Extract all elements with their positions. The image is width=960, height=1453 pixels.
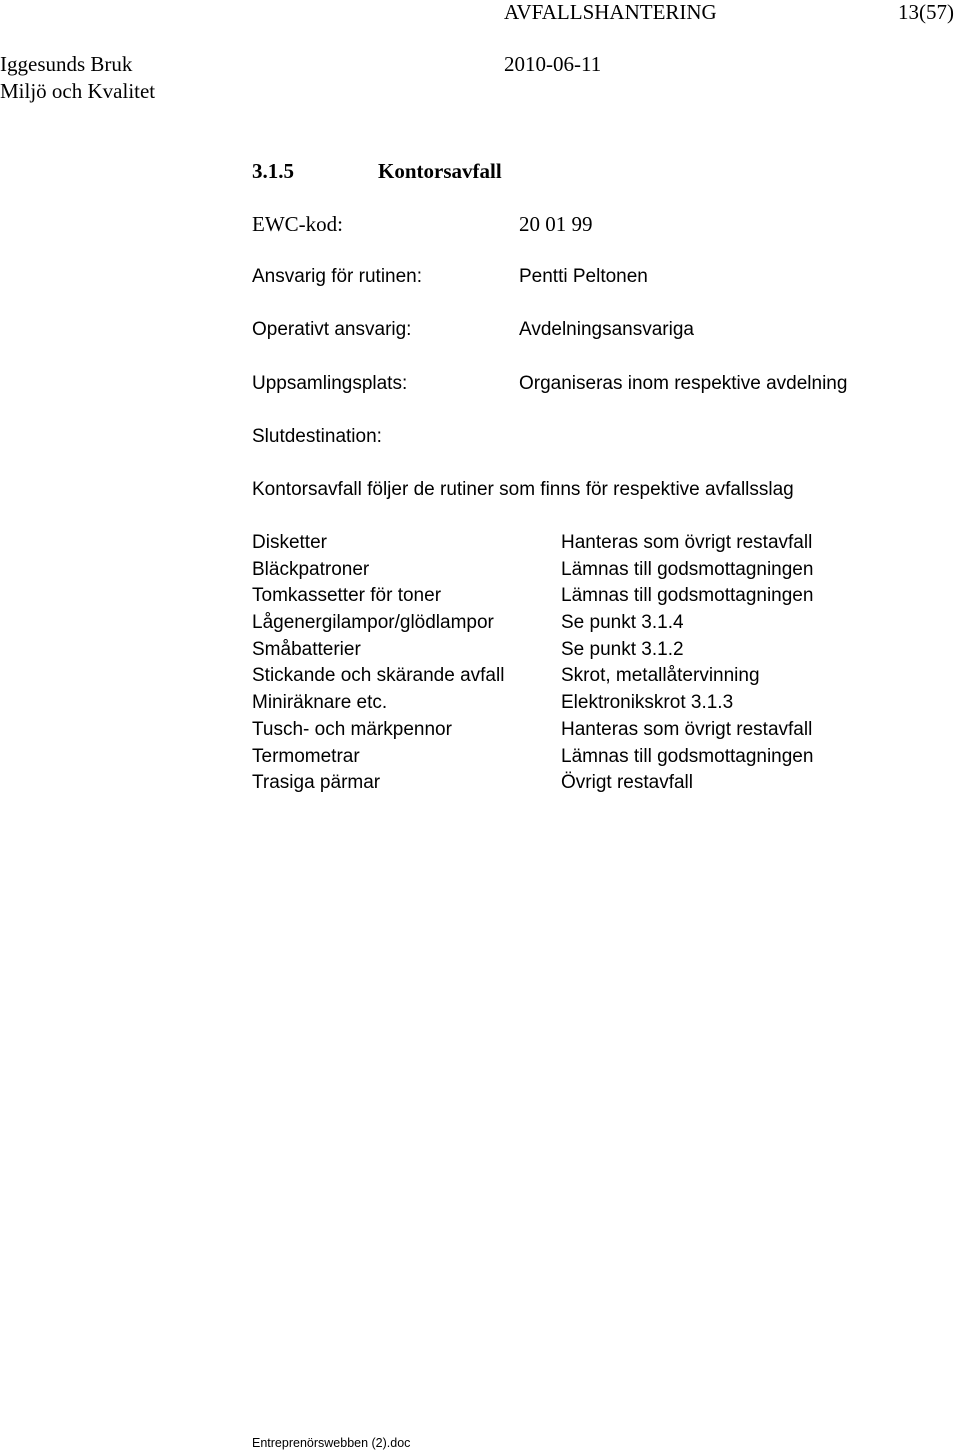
slutdestination-label: Slutdestination: <box>252 426 382 447</box>
footer-filename: Entreprenörswebben (2).doc <box>252 1436 411 1450</box>
item-handling: Lämnas till godsmottagningen <box>561 745 814 767</box>
item-handling: Se punkt 3.1.4 <box>561 612 684 634</box>
item-name: Småbatterier <box>252 638 361 660</box>
item-handling: Elektronikskrot 3.1.3 <box>561 692 734 714</box>
item-name: Tomkassetter för toner <box>252 585 442 607</box>
list-item <box>252 584 872 611</box>
operativt-value: Avdelningsansvariga <box>519 319 694 340</box>
list-item <box>252 558 872 585</box>
item-handling: Se punkt 3.1.2 <box>561 638 684 660</box>
item-handling: Lämnas till godsmottagningen <box>561 585 814 607</box>
ewc-value: 20 01 99 <box>519 212 593 236</box>
waste-items-list <box>252 531 872 798</box>
list-item <box>252 771 872 798</box>
ansvarig-label: Ansvarig för rutinen: <box>252 266 423 287</box>
item-name: Bläckpatroner <box>252 558 370 580</box>
section-number: 3.1.5 <box>252 159 294 183</box>
operativt-label: Operativt ansvarig: <box>252 319 412 340</box>
item-handling: Hanteras som övrigt restavfall <box>561 532 813 553</box>
list-item <box>252 718 872 745</box>
item-name: Disketter <box>252 532 327 553</box>
item-name: Miniräknare etc. <box>252 692 388 714</box>
intro-sentence: Kontorsavfall följer de rutiner som finns för respektive avfallsslag <box>252 479 794 500</box>
item-name: Tusch- och märkpennor <box>252 718 452 740</box>
department-name: Miljö och Kvalitet <box>0 79 156 103</box>
ansvarig-value: Pentti Peltonen <box>519 266 648 287</box>
company-name: Iggesunds Bruk <box>0 52 133 76</box>
item-handling: Övrigt restavfall <box>561 772 693 794</box>
page-number: 13(57) <box>898 0 954 24</box>
list-item <box>252 638 872 665</box>
item-handling: Hanteras som övrigt restavfall <box>561 718 813 740</box>
item-name: Lågenergilampor/glödlampor <box>252 612 494 634</box>
list-item <box>252 611 872 638</box>
item-handling: Skrot, metallåtervinning <box>561 665 760 687</box>
list-item <box>252 531 872 558</box>
uppsamling-value: Organiseras inom respektive avdelning <box>519 373 848 394</box>
list-item <box>252 664 872 691</box>
item-handling: Lämnas till godsmottagningen <box>561 558 814 580</box>
list-item <box>252 745 872 772</box>
document-title: AVFALLSHANTERING <box>504 0 717 24</box>
item-name: Trasiga pärmar <box>252 772 381 794</box>
list-item <box>252 691 872 718</box>
ewc-label: EWC-kod: <box>252 212 343 236</box>
uppsamling-label: Uppsamlingsplats: <box>252 373 408 394</box>
item-name: Stickande och skärande avfall <box>252 665 505 687</box>
item-name: Termometrar <box>252 745 360 767</box>
document-date: 2010-06-11 <box>504 52 602 76</box>
section-title: Kontorsavfall <box>378 159 502 183</box>
